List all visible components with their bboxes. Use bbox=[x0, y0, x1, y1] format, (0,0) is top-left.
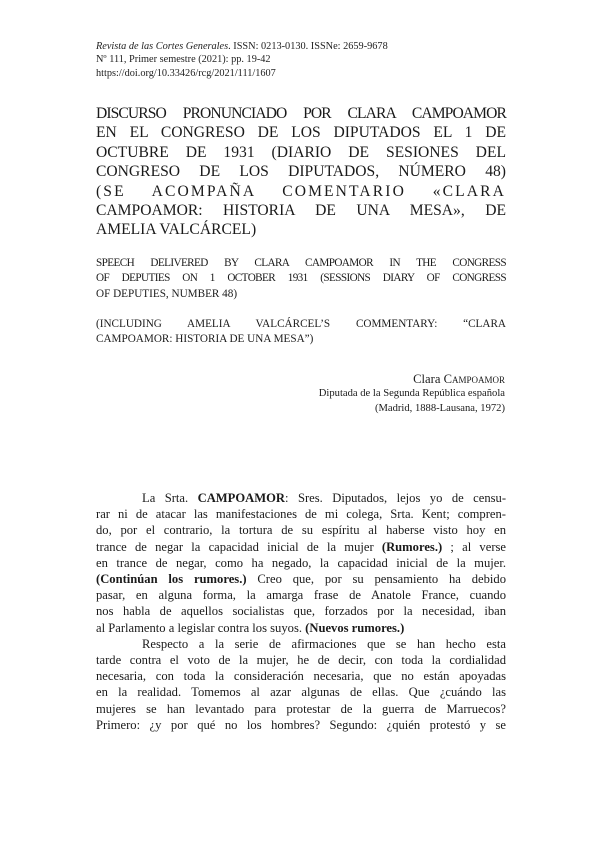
author-last-name: Campoamor bbox=[443, 372, 505, 386]
stage-direction: (Continúan los rumores.) bbox=[96, 572, 247, 587]
author-affiliation: Diputada de la Segunda República española bbox=[318, 388, 505, 399]
paragraph-1 bbox=[96, 490, 506, 636]
journal-issn: . ISSN: 0213-0130. ISSNe: 2659-9678 bbox=[228, 41, 388, 52]
body-line: do, por el contrario, la tortura de su espíritu al haberse visto hoy en bbox=[96, 523, 506, 538]
body-line: pasar, en alguna forma, la amarga frase de Anatole France, cuando bbox=[96, 588, 506, 603]
body-line: nos habla de aquellos socialistas que, forzados por la necesidad, iban bbox=[96, 604, 506, 619]
stage-direction: (Rumores.) bbox=[381, 539, 443, 554]
article-body bbox=[96, 490, 506, 733]
body-line: en la realidad. Tomemos al azar algunas de ellas. Que ¿cuándo las bbox=[96, 685, 506, 700]
author-dates: (Madrid, 1888-Lausana, 1972) bbox=[374, 402, 505, 414]
title-line: AMELIA VALCÁRCEL) bbox=[96, 221, 257, 239]
body-text: trance de negar la capacidad inicial de la mujer bbox=[96, 539, 382, 554]
title-line: (SE ACOMPAÑA COMENTARIO «CLARA bbox=[96, 182, 506, 200]
journal-header bbox=[96, 40, 516, 80]
stage-direction: (Nuevos rumores.) bbox=[305, 620, 405, 635]
body-line: Respecto a la serie de afirmaciones que se han hecho esta bbox=[142, 636, 506, 651]
body-line: rar ni de atacar las manifestaciones de mi colega, Srta. Kent; compren- bbox=[96, 507, 506, 522]
title-line: OCTUBRE DE 1931 (DIARIO DE SESIONES DEL bbox=[96, 143, 506, 161]
article-title bbox=[96, 104, 506, 240]
journal-name: Revista de las Cortes Generales bbox=[96, 41, 229, 52]
title-line: CAMPOAMOR: HISTORIA DE UNA MESA», DE bbox=[96, 202, 506, 220]
body-line bbox=[96, 620, 506, 636]
title-line: EN EL CONGRESO DE LOS DIPUTADOS EL 1 DE bbox=[96, 124, 506, 142]
body-line: mujeres se han levantado para protestar de la guerra de Marruecos? bbox=[96, 701, 506, 716]
body-line bbox=[96, 539, 506, 555]
journal-citation bbox=[96, 40, 516, 53]
body-line bbox=[96, 571, 506, 587]
english-subtitle-line: CAMPOAMOR: HISTORIA DE UNA MESA”) bbox=[96, 333, 314, 346]
journal-issue: Nº 111, Primer semestre (2021): pp. 19-42 bbox=[96, 54, 271, 66]
english-subtitle bbox=[96, 317, 506, 348]
body-text: Creo que, por su pensamiento ha debido bbox=[246, 572, 506, 587]
english-subtitle-line: (INCLUDING AMELIA VALCÁRCEL’S COMMENTARY: “CLARA bbox=[96, 318, 506, 330]
title-line: CONGRESO DE LOS DIPUTADOS, NÚMERO 48) bbox=[96, 163, 506, 181]
body-line: Primero: ¿y por qué no los hombres? Segundo: ¿quién protestó y se bbox=[96, 717, 506, 732]
author-first-name: Clara bbox=[413, 372, 444, 386]
title-line: DISCURSO PRONUNCIADO POR CLARA CAMPOAMOR bbox=[96, 105, 506, 122]
author-name bbox=[205, 371, 505, 387]
english-title-line: OF DEPUTIES, NUMBER 48) bbox=[96, 287, 238, 300]
journal-doi[interactable]: https://doi.org/10.33426/rcg/2021/111/1607 bbox=[96, 67, 276, 79]
english-title-line: SPEECH DELIVERED BY CLARA CAMPOAMOR IN THE CONGRESS bbox=[96, 257, 506, 269]
english-title-line: OF DEPUTIES ON 1 OCTOBER 1931 (SESSIONS DIARY OF CONGRESS bbox=[96, 272, 506, 285]
body-line: en trance de negar, como ha negado, la capacidad inicial de la mujer. bbox=[96, 555, 506, 570]
paragraph-2 bbox=[96, 636, 506, 733]
body-line: necesaria, con toda la consideración necesaria, que no están apoyadas bbox=[96, 669, 506, 684]
english-title bbox=[96, 256, 506, 302]
speaker-name: CAMPOAMOR bbox=[197, 491, 286, 505]
body-text: al Parlamento a legislar contra los suyos. bbox=[96, 620, 306, 635]
author-block bbox=[205, 371, 505, 417]
body-line: tarde contra el voto de la mujer, he de decir, con toda la cordialidad bbox=[96, 653, 506, 668]
body-line bbox=[96, 490, 506, 506]
body-text: ; al verse bbox=[442, 539, 507, 554]
body-text: La Srta. bbox=[142, 491, 198, 505]
body-text: : Sres. Diputados, lejos yo de censu- bbox=[285, 491, 507, 505]
